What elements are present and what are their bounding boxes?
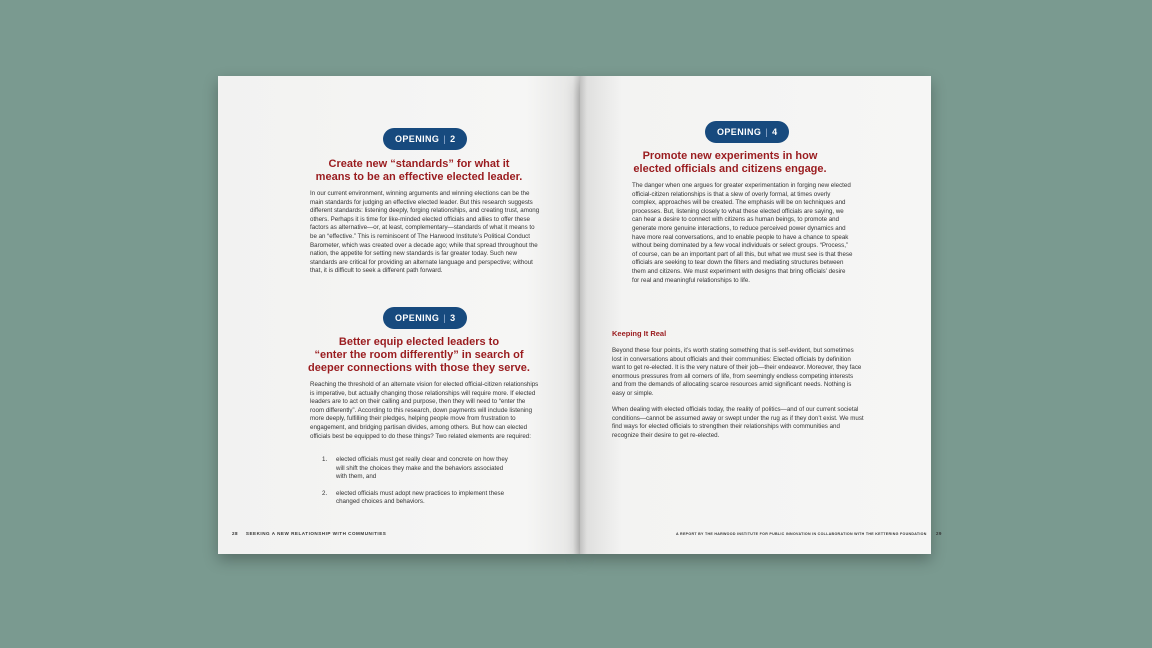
left-footer-title: SEEKING A NEW RELATIONSHIP WITH COMMUNITIES (245, 531, 387, 536)
opening-2-heading-line2: means to be an effective elected leader. (315, 171, 523, 183)
opening-3-heading-line2: “enter the room differently” in search of (314, 349, 524, 361)
right-footer-title: A REPORT BY THE HARWOOD INSTITUTE FOR PUBLIC INNOVATION IN COLLABORATION WITH THE KETTERING FOUNDATION (676, 532, 927, 536)
list-item-text: elected officials must adopt new practices to implement these changed choices and behaviors. (336, 489, 505, 506)
open-brochure-spread (218, 76, 942, 554)
opening-2-heading (278, 158, 560, 184)
right-footer (676, 531, 942, 536)
list-item (322, 456, 512, 482)
left-footer (232, 531, 386, 536)
opening-2-heading-line1: Create new “standards” for what it (328, 158, 510, 170)
opening-2-badge-number: 2 (450, 134, 456, 144)
opening-3-heading-line1: Better equip elected leaders to (338, 336, 500, 348)
opening-4-badge-number: 4 (772, 127, 778, 137)
opening-3-body: Reaching the threshold of an alternate vision for elected official-citizen relationships is imperative, but actually changing those relationships will require more. If elected leaders are to act on their calling and purpose, then they will need to “enter the room differently”. According to this research, down payments will include listening more deeply, fulfilling their pledges, helping people move from frustration to engagement, and bridging partisan divides, among others. But how can elected officials best be equipped to do these things? Two related elements are required: (310, 381, 539, 440)
list-item-text: elected officials must get really clear and concrete on how they will shift the choices they make and the behaviors associated with them, and (336, 456, 508, 481)
right-page-number: 29 (936, 531, 942, 536)
opening-4-heading (610, 150, 850, 176)
keeping-it-real-heading: Keeping It Real (612, 329, 667, 338)
opening-3-badge: OPENING | 3 (383, 307, 467, 329)
right-page (580, 76, 942, 554)
requirements-list (322, 456, 512, 515)
opening-2-body: In our current environment, winning arguments and winning elections can be the main standards for judging an effective elected leader. But this research suggests different standards: listening deeply, forging relationships, and creating trust, among others. Perhaps it is time for like-minded elected officials and allies to offer these factors as alternative—or, at least, complementary—standards of what it means to be an “effective.” This is reminiscent of The Harwood Institute’s Political Conduct Barometer, which was created over a decade ago; while that spread throughout the nation, the appetite for setting new standards is far greater today. Such new standards are critical for providing an alternate language and perspective; without that, it is difficult to seek a different path forward. (310, 190, 540, 275)
opening-2-badge-word: OPENING (395, 134, 440, 144)
opening-3-heading (278, 336, 560, 375)
opening-4-heading-line2: elected officials and citizens engage. (633, 163, 827, 175)
list-item (322, 490, 512, 507)
opening-4-body: The danger when one argues for greater experimentation in forging new elected official-citizen relationships is that a slew of overly formal, at times overly complex, approaches will be created. The emphasis will be on techniques and processes. But, listening closely to what these elected officials are saying, we can hear a desire to connect with citizens as human beings, to promote and generate more genuine interactions, to reduce perceived power dynamics and have more real conversations, and to enable people to have a chance to speak without being dominated by a few vocal individuals or select groups. “Process,” of course, can be an important part of all this, but what we must see is that these officials are seeking to tear down the filters and mediating structures between them and citizens. We must experiment with designs that bring officials’ desire for real and meaningful relationships to life. (632, 182, 853, 284)
left-page-number: 28 (232, 531, 239, 536)
opening-3-heading-line3: deeper connections with those they serve. (308, 362, 530, 374)
keeping-it-real-para1: Beyond these four points, it’s worth stating something that is self-evident, but sometimes lost in conversations about officials and their communities: Elected officials by definition want to get re-elected. It is the very nature of their job—their endeavor. Moreover, they face enormous pressures from all corners of life, from seemingly endless competing interests and from the demands of allocating scarce resources amid significant needs. Nothing is easy or simple. (612, 347, 862, 397)
keeping-it-real-para2: When dealing with elected officials today, the reality of politics—and of our current societal conditions—cannot be assumed away or swept under the rug as if they don’t exist. We must find ways for elected officials to strengthen their relationships with communities and recognize their desire to get re-elected. (612, 406, 864, 439)
opening-4-heading-line1: Promote new experiments in how (642, 150, 818, 162)
list-item-number: 2. (322, 489, 328, 497)
opening-3-badge-number: 3 (450, 313, 456, 323)
opening-4-badge: OPENING | 4 (705, 121, 789, 143)
left-page (218, 76, 580, 554)
opening-2-badge: OPENING | 2 (383, 128, 467, 150)
opening-4-badge-word: OPENING (717, 127, 762, 137)
list-item-number: 1. (322, 456, 328, 463)
book-gutter (573, 76, 587, 554)
opening-3-badge-word: OPENING (395, 313, 440, 323)
